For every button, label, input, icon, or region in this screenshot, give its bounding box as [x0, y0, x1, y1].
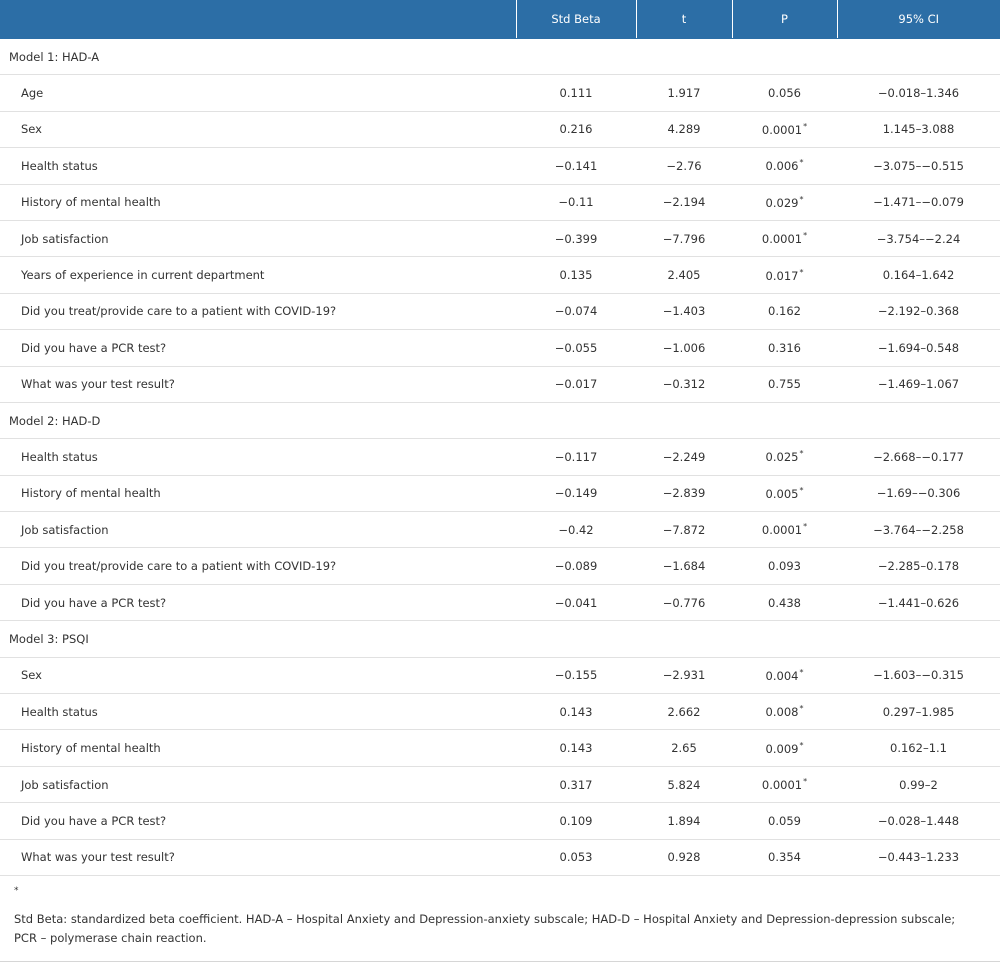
significance-marker: * — [799, 449, 804, 459]
table-row — [0, 366, 1000, 402]
cell-ci: −2.192–0.368 — [837, 293, 1000, 329]
cell-t: −7.796 — [636, 220, 732, 256]
cell-std-beta: −0.117 — [516, 439, 636, 475]
p-value: 0.093 — [768, 559, 801, 574]
p-value: 0.354 — [768, 850, 801, 865]
significance-marker: * — [803, 522, 808, 532]
cell-std-beta: 0.135 — [516, 257, 636, 293]
cell-std-beta: −0.42 — [516, 512, 636, 548]
cell-t: 4.289 — [636, 111, 732, 147]
significance-marker: * — [799, 194, 804, 204]
header-cell-p: P — [732, 0, 837, 39]
cell-std-beta: 0.216 — [516, 111, 636, 147]
cell-std-beta: −0.11 — [516, 184, 636, 220]
cell-p — [732, 839, 837, 875]
cell-std-beta: −0.041 — [516, 584, 636, 620]
significance-marker: * — [803, 121, 808, 131]
cell-t: −2.194 — [636, 184, 732, 220]
cell-t: 1.894 — [636, 803, 732, 839]
cell-std-beta: 0.317 — [516, 766, 636, 802]
p-value: 0.056 — [768, 86, 801, 101]
p-value: 0.0001 — [761, 122, 803, 137]
table-row — [0, 584, 1000, 620]
cell-variable: Did you treat/provide care to a patient with COVID-19? — [0, 548, 516, 584]
cell-std-beta: −0.149 — [516, 475, 636, 511]
cell-t: −2.839 — [636, 475, 732, 511]
table-row — [0, 803, 1000, 839]
cell-variable: Did you have a PCR test? — [0, 330, 516, 366]
cell-std-beta: 0.053 — [516, 839, 636, 875]
header-cell-t: t — [636, 0, 732, 39]
section-title: Model 2: HAD-D — [0, 402, 1000, 438]
p-value: 0.009 — [765, 741, 799, 756]
cell-p — [732, 766, 837, 802]
cell-ci: −1.603–−0.315 — [837, 657, 1000, 693]
table-header — [0, 0, 1000, 39]
p-value: 0.755 — [768, 377, 801, 392]
p-value: 0.017 — [765, 268, 799, 283]
table-row — [0, 694, 1000, 730]
cell-ci: −1.469–1.067 — [837, 366, 1000, 402]
section-row — [0, 402, 1000, 438]
cell-variable: Job satisfaction — [0, 220, 516, 256]
cell-ci: −0.028–1.448 — [837, 803, 1000, 839]
table-row — [0, 475, 1000, 511]
cell-t: −2.76 — [636, 148, 732, 184]
cell-t: −1.403 — [636, 293, 732, 329]
section-title: Model 1: HAD-A — [0, 39, 1000, 75]
cell-variable: Sex — [0, 657, 516, 693]
p-value: 0.029 — [765, 195, 799, 210]
cell-variable: What was your test result? — [0, 366, 516, 402]
cell-std-beta: −0.155 — [516, 657, 636, 693]
header-cell-label — [0, 0, 516, 39]
p-value: 0.0001 — [761, 778, 803, 792]
cell-variable: Job satisfaction — [0, 766, 516, 802]
cell-variable: History of mental health — [0, 475, 516, 511]
cell-t: −1.684 — [636, 548, 732, 584]
cell-p — [732, 184, 837, 220]
section-row — [0, 621, 1000, 657]
significance-marker: * — [799, 704, 804, 714]
cell-std-beta: 0.111 — [516, 75, 636, 111]
cell-std-beta: −0.074 — [516, 293, 636, 329]
cell-variable: Sex — [0, 111, 516, 147]
cell-p — [732, 475, 837, 511]
cell-p — [732, 366, 837, 402]
cell-p — [732, 148, 837, 184]
table-row — [0, 439, 1000, 475]
significance-marker: * — [799, 667, 804, 677]
cell-p — [732, 439, 837, 475]
table-row — [0, 330, 1000, 366]
cell-variable: Health status — [0, 439, 516, 475]
cell-ci: −1.441–0.626 — [837, 584, 1000, 620]
cell-p — [732, 75, 837, 111]
cell-variable: What was your test result? — [0, 839, 516, 875]
significance-marker: * — [799, 158, 804, 168]
table-row — [0, 148, 1000, 184]
cell-p — [732, 657, 837, 693]
cell-ci: 0.164–1.642 — [837, 257, 1000, 293]
cell-variable: Did you have a PCR test? — [0, 803, 516, 839]
cell-t: −7.872 — [636, 512, 732, 548]
bottom-divider — [0, 961, 1000, 962]
cell-p — [732, 548, 837, 584]
p-value: 0.006 — [765, 159, 799, 174]
significance-marker: * — [803, 231, 808, 241]
cell-variable: Did you have a PCR test? — [0, 584, 516, 620]
cell-p — [732, 694, 837, 730]
cell-p — [732, 220, 837, 256]
table-row — [0, 548, 1000, 584]
cell-p — [732, 584, 837, 620]
cell-t: −0.776 — [636, 584, 732, 620]
p-value: 0.008 — [765, 705, 799, 720]
cell-t: −1.006 — [636, 330, 732, 366]
p-value: 0.025 — [765, 450, 799, 465]
header-row — [0, 0, 1000, 39]
cell-std-beta: 0.143 — [516, 730, 636, 766]
cell-t: 1.917 — [636, 75, 732, 111]
header-cell-std-beta: Std Beta — [516, 0, 636, 39]
cell-variable: Did you treat/provide care to a patient with COVID-19? — [0, 293, 516, 329]
cell-ci: −2.285–0.178 — [837, 548, 1000, 584]
table-row — [0, 257, 1000, 293]
p-value: 0.162 — [768, 304, 801, 319]
cell-variable: Job satisfaction — [0, 512, 516, 548]
table-footnote — [0, 877, 1000, 964]
cell-t: 0.928 — [636, 839, 732, 875]
cell-p — [732, 257, 837, 293]
cell-t: 5.824 — [636, 766, 732, 802]
table-row — [0, 75, 1000, 111]
section-row — [0, 39, 1000, 75]
cell-ci: 1.145–3.088 — [837, 111, 1000, 147]
cell-p — [732, 111, 837, 147]
table-row — [0, 293, 1000, 329]
table-row — [0, 839, 1000, 875]
significance-marker: * — [803, 777, 808, 786]
table-row — [0, 657, 1000, 693]
cell-ci: −3.754–−2.24 — [837, 220, 1000, 256]
cell-std-beta: −0.399 — [516, 220, 636, 256]
cell-variable: Health status — [0, 694, 516, 730]
table-row — [0, 730, 1000, 766]
cell-ci: −0.443–1.233 — [837, 839, 1000, 875]
cell-p — [732, 803, 837, 839]
p-value: 0.0001 — [761, 523, 803, 538]
footnote-text: Std Beta: standardized beta coefficient. HAD-A – Hospital Anxiety and Depression-anxiety subscale; HAD-D – Hospital Anxiety and Depression-depression subscale; PCR – polymerase chain reaction. — [14, 912, 956, 945]
table-row — [0, 512, 1000, 548]
cell-ci: 0.297–1.985 — [837, 694, 1000, 730]
cell-ci: −1.69–−0.306 — [837, 475, 1000, 511]
header-cell-ci: 95% CI — [837, 0, 1000, 39]
cell-t: 2.405 — [636, 257, 732, 293]
cell-variable: History of mental health — [0, 730, 516, 766]
table-row — [0, 111, 1000, 147]
cell-ci: −2.668–−0.177 — [837, 439, 1000, 475]
table-row — [0, 220, 1000, 256]
cell-t: 2.662 — [636, 694, 732, 730]
cell-variable: Health status — [0, 148, 516, 184]
cell-ci: −1.471–−0.079 — [837, 184, 1000, 220]
table-row — [0, 766, 1000, 802]
cell-ci: −3.764–−2.258 — [837, 512, 1000, 548]
cell-variable: Years of experience in current department — [0, 257, 516, 293]
cell-std-beta: −0.089 — [516, 548, 636, 584]
cell-t: −2.931 — [636, 657, 732, 693]
footnote-mark: * — [14, 886, 19, 896]
p-value: 0.059 — [768, 813, 801, 828]
p-value: 0.0001 — [761, 232, 803, 247]
significance-marker: * — [799, 485, 804, 495]
p-value: 0.316 — [768, 340, 801, 355]
cell-t: −0.312 — [636, 366, 732, 402]
cell-p — [732, 730, 837, 766]
table-body — [0, 39, 1000, 876]
cell-ci: −0.018–1.346 — [837, 75, 1000, 111]
cell-t: 2.65 — [636, 730, 732, 766]
cell-ci: −3.075–−0.515 — [837, 148, 1000, 184]
cell-t: −2.249 — [636, 439, 732, 475]
cell-ci: 0.99–2 — [837, 766, 1000, 802]
cell-std-beta: 0.143 — [516, 694, 636, 730]
cell-variable: Age — [0, 75, 516, 111]
cell-p — [732, 512, 837, 548]
table-row — [0, 184, 1000, 220]
cell-std-beta: 0.109 — [516, 803, 636, 839]
cell-p — [732, 293, 837, 329]
p-value: 0.005 — [765, 486, 799, 501]
cell-p — [732, 330, 837, 366]
p-value: 0.004 — [765, 668, 799, 683]
section-title: Model 3: PSQI — [0, 621, 1000, 657]
cell-std-beta: −0.017 — [516, 366, 636, 402]
cell-std-beta: −0.055 — [516, 330, 636, 366]
cell-ci: 0.162–1.1 — [837, 730, 1000, 766]
cell-std-beta: −0.141 — [516, 148, 636, 184]
p-value: 0.438 — [768, 595, 801, 610]
cell-ci: −1.694–0.548 — [837, 330, 1000, 366]
significance-marker: * — [799, 740, 804, 750]
cell-variable: History of mental health — [0, 184, 516, 220]
significance-marker: * — [799, 267, 804, 277]
